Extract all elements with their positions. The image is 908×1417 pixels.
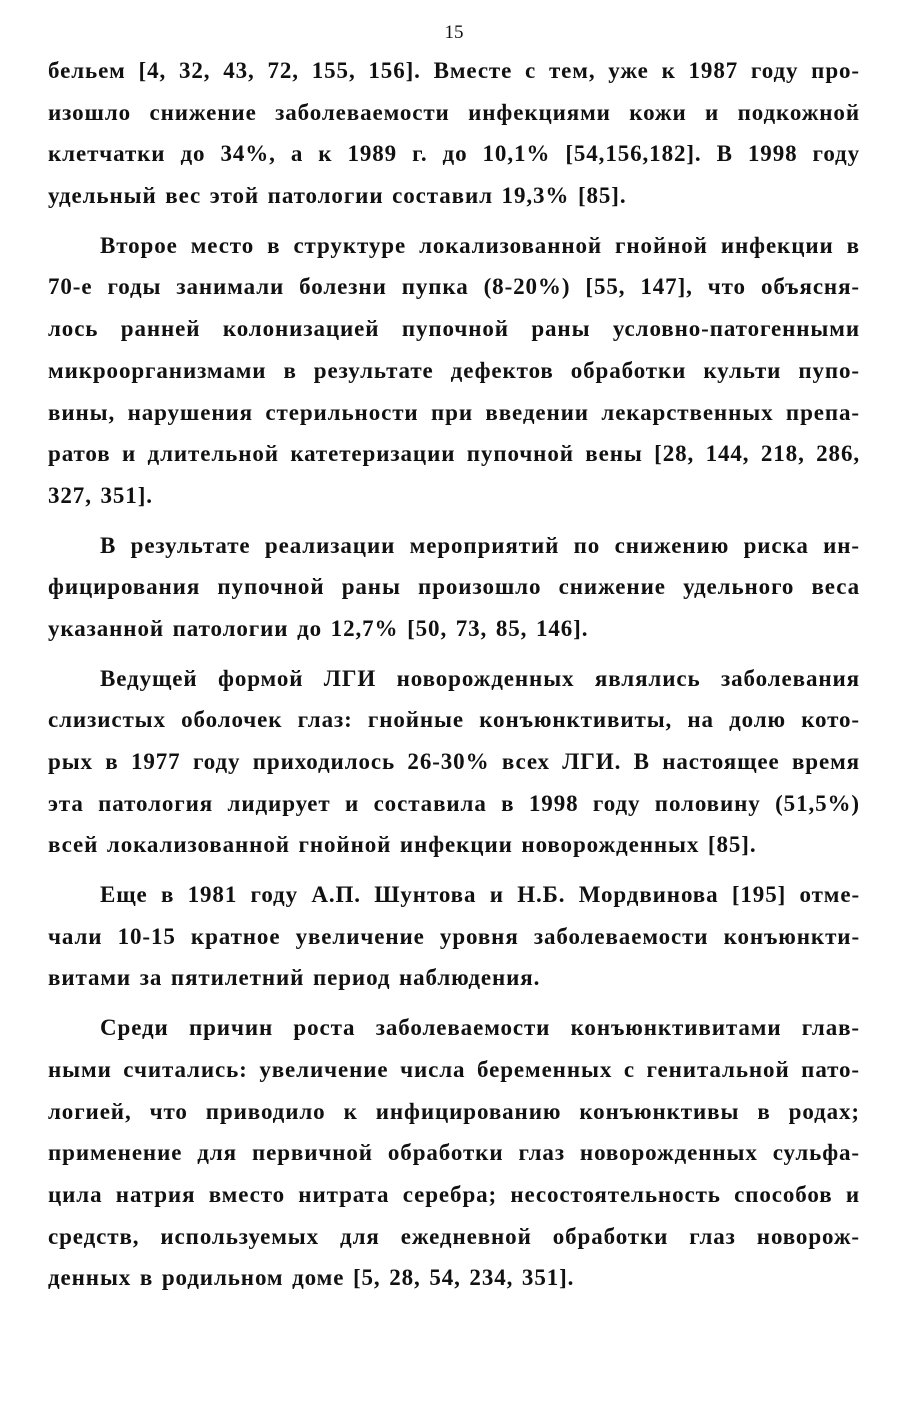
text-line: клетчатки до 34%, а к 1989 г. до 10,1% [54,156,182]. В 1998 году [48, 141, 860, 167]
text-line: удельный вес этой патологии составил 19,3% [85]. [48, 183, 627, 209]
text-line: Ведущей формой ЛГИ новорожденных являлись заболевания [100, 665, 860, 691]
text-line: Еще в 1981 году А.П. Шунтова и Н.Б. Мордвинова [195] отме- [100, 882, 860, 908]
text-line: денных в родильном доме [5, 28, 54, 234, 351]. [48, 1265, 575, 1291]
text-line: логией, что приводило к инфицированию конъюнктивы в родах; [48, 1098, 860, 1124]
paragraph [48, 658, 860, 866]
paragraph [48, 1007, 860, 1299]
paragraph [48, 225, 860, 517]
paragraph [48, 874, 860, 999]
text-line: средств, используемых для ежедневной обработки глаз новорож- [48, 1223, 860, 1249]
paragraph [48, 525, 860, 650]
text-line: всей локализованной гнойной инфекции новорожденных [85]. [48, 832, 757, 858]
page-number: 15 [444, 22, 464, 43]
text-line: микроорганизмами в результате дефектов обработки культи пупо- [48, 357, 860, 383]
text-line: эта патология лидирует и составила в 1998 году половину (51,5%) [48, 790, 860, 816]
text-line: чали 10-15 кратное увеличение уровня заболеваемости конъюнкти- [48, 923, 860, 949]
text-line: Среди причин роста заболеваемости конъюнктивитами глав- [100, 1015, 860, 1041]
text-line: вины, нарушения стерильности при введении лекарственных препа- [48, 399, 860, 425]
text-line: цила натрия вместо нитрата серебра; несостоятельность способов и [48, 1181, 860, 1207]
text-line: изошло снижение заболеваемости инфекциями кожи и подкожной [48, 99, 860, 125]
text-line: бельем [4, 32, 43, 72, 155, 156]. Вместе с тем, уже к 1987 году про- [48, 58, 860, 83]
text-line: витами за пятилетний период наблюдения. [48, 965, 541, 991]
text-line: указанной патологии до 12,7% [50, 73, 85, 146]. [48, 615, 589, 641]
text-line: В результате реализации мероприятий по снижению риска ин- [100, 532, 860, 558]
text-line: лось ранней колонизацией пупочной раны условно-патогенными [48, 316, 860, 342]
text-line: применение для первичной обработки глаз новорожденных сульфа- [48, 1140, 860, 1166]
text-line: 327, 351]. [48, 482, 153, 508]
text-line: 70-е годы занимали болезни пупка (8-20%) [55, 147], что объясня- [48, 274, 860, 300]
paragraph [48, 50, 860, 217]
text-line: слизистых оболочек глаз: гнойные конъюнктивиты, на долю кото- [48, 707, 860, 733]
text-line: ными считались: увеличение числа беременных с генитальной пато- [48, 1056, 860, 1082]
text-line: рых в 1977 году приходилось 26-30% всех ЛГИ. В настоящее время [48, 749, 860, 774]
text-line: ратов и длительной катетеризации пупочной вены [28, 144, 218, 286, [48, 441, 860, 467]
text-line: фицирования пупочной раны произошло снижение удельного веса [48, 574, 860, 600]
text-line: Второе место в структуре локализованной гнойной инфекции в [100, 232, 860, 258]
